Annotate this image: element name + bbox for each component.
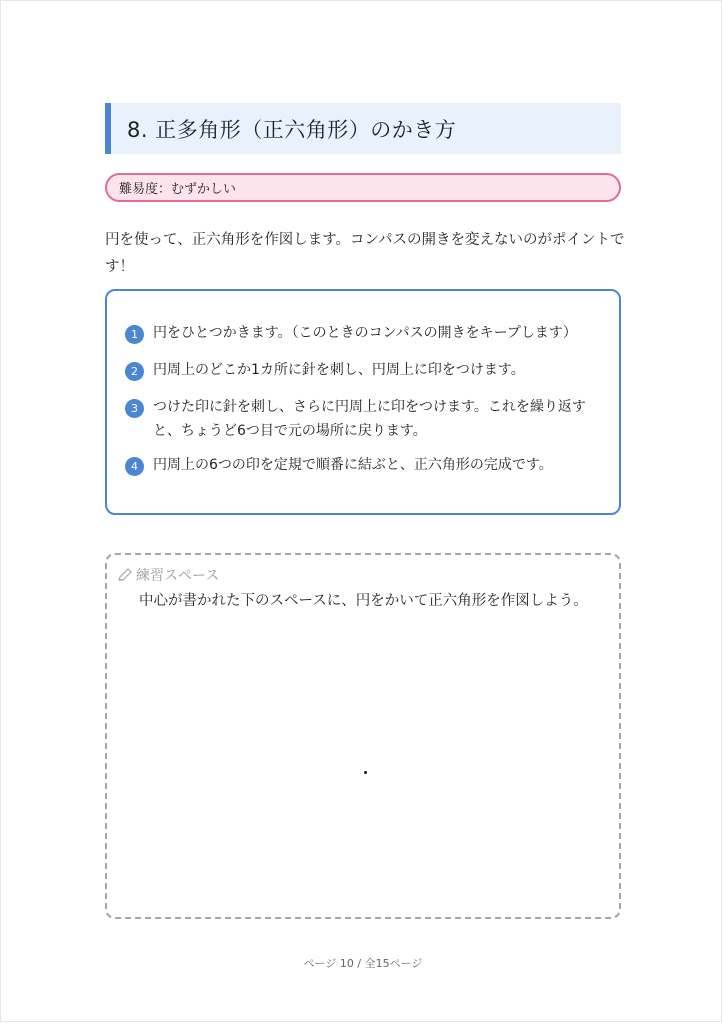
step-text: 円周上の6つの印を定規で順番に結ぶと、正六角形の完成です。 bbox=[153, 457, 553, 473]
step-number: 2 bbox=[125, 362, 144, 381]
difficulty-label: 難易度：むずかしい bbox=[119, 182, 237, 197]
step-number: 3 bbox=[125, 399, 144, 418]
practice-header bbox=[117, 565, 219, 585]
step-4 bbox=[125, 453, 603, 477]
step-number: 4 bbox=[125, 457, 144, 476]
practice-label: 練習スペース bbox=[136, 568, 220, 584]
steps-box bbox=[105, 289, 621, 515]
step-text: つけた印に針を刺し、さらに円周上に印をつけます。これを繰り返すと、ちょうど6つ目で元の場所に戻ります。 bbox=[153, 399, 586, 439]
step-text: 円周上のどこか1カ所に針を刺し、円周上に印をつけます。 bbox=[153, 362, 525, 378]
step-3 bbox=[125, 395, 603, 443]
difficulty-badge bbox=[105, 173, 621, 202]
pencil-icon bbox=[117, 567, 133, 583]
section-title: 8. 正多角形（正六角形）のかき方 bbox=[127, 117, 457, 142]
step-text: 円をひとつかきます。（このときのコンパスの開きをキープします） bbox=[153, 325, 577, 341]
practice-space[interactable] bbox=[105, 553, 621, 919]
center-point bbox=[364, 771, 367, 774]
practice-instruction: 中心が書かれた下のスペースに、円をかいて正六角形を作図しよう。 bbox=[139, 593, 588, 609]
step-2 bbox=[125, 358, 603, 382]
step-1 bbox=[125, 321, 603, 345]
section-title-bar bbox=[105, 103, 621, 154]
step-number: 1 bbox=[125, 325, 144, 344]
page-number: ページ 10 / 全15ページ bbox=[303, 957, 423, 970]
intro-text: 円を使って、正六角形を作図します。コンパスの開きを変えないのがポイントです！ bbox=[105, 232, 625, 275]
